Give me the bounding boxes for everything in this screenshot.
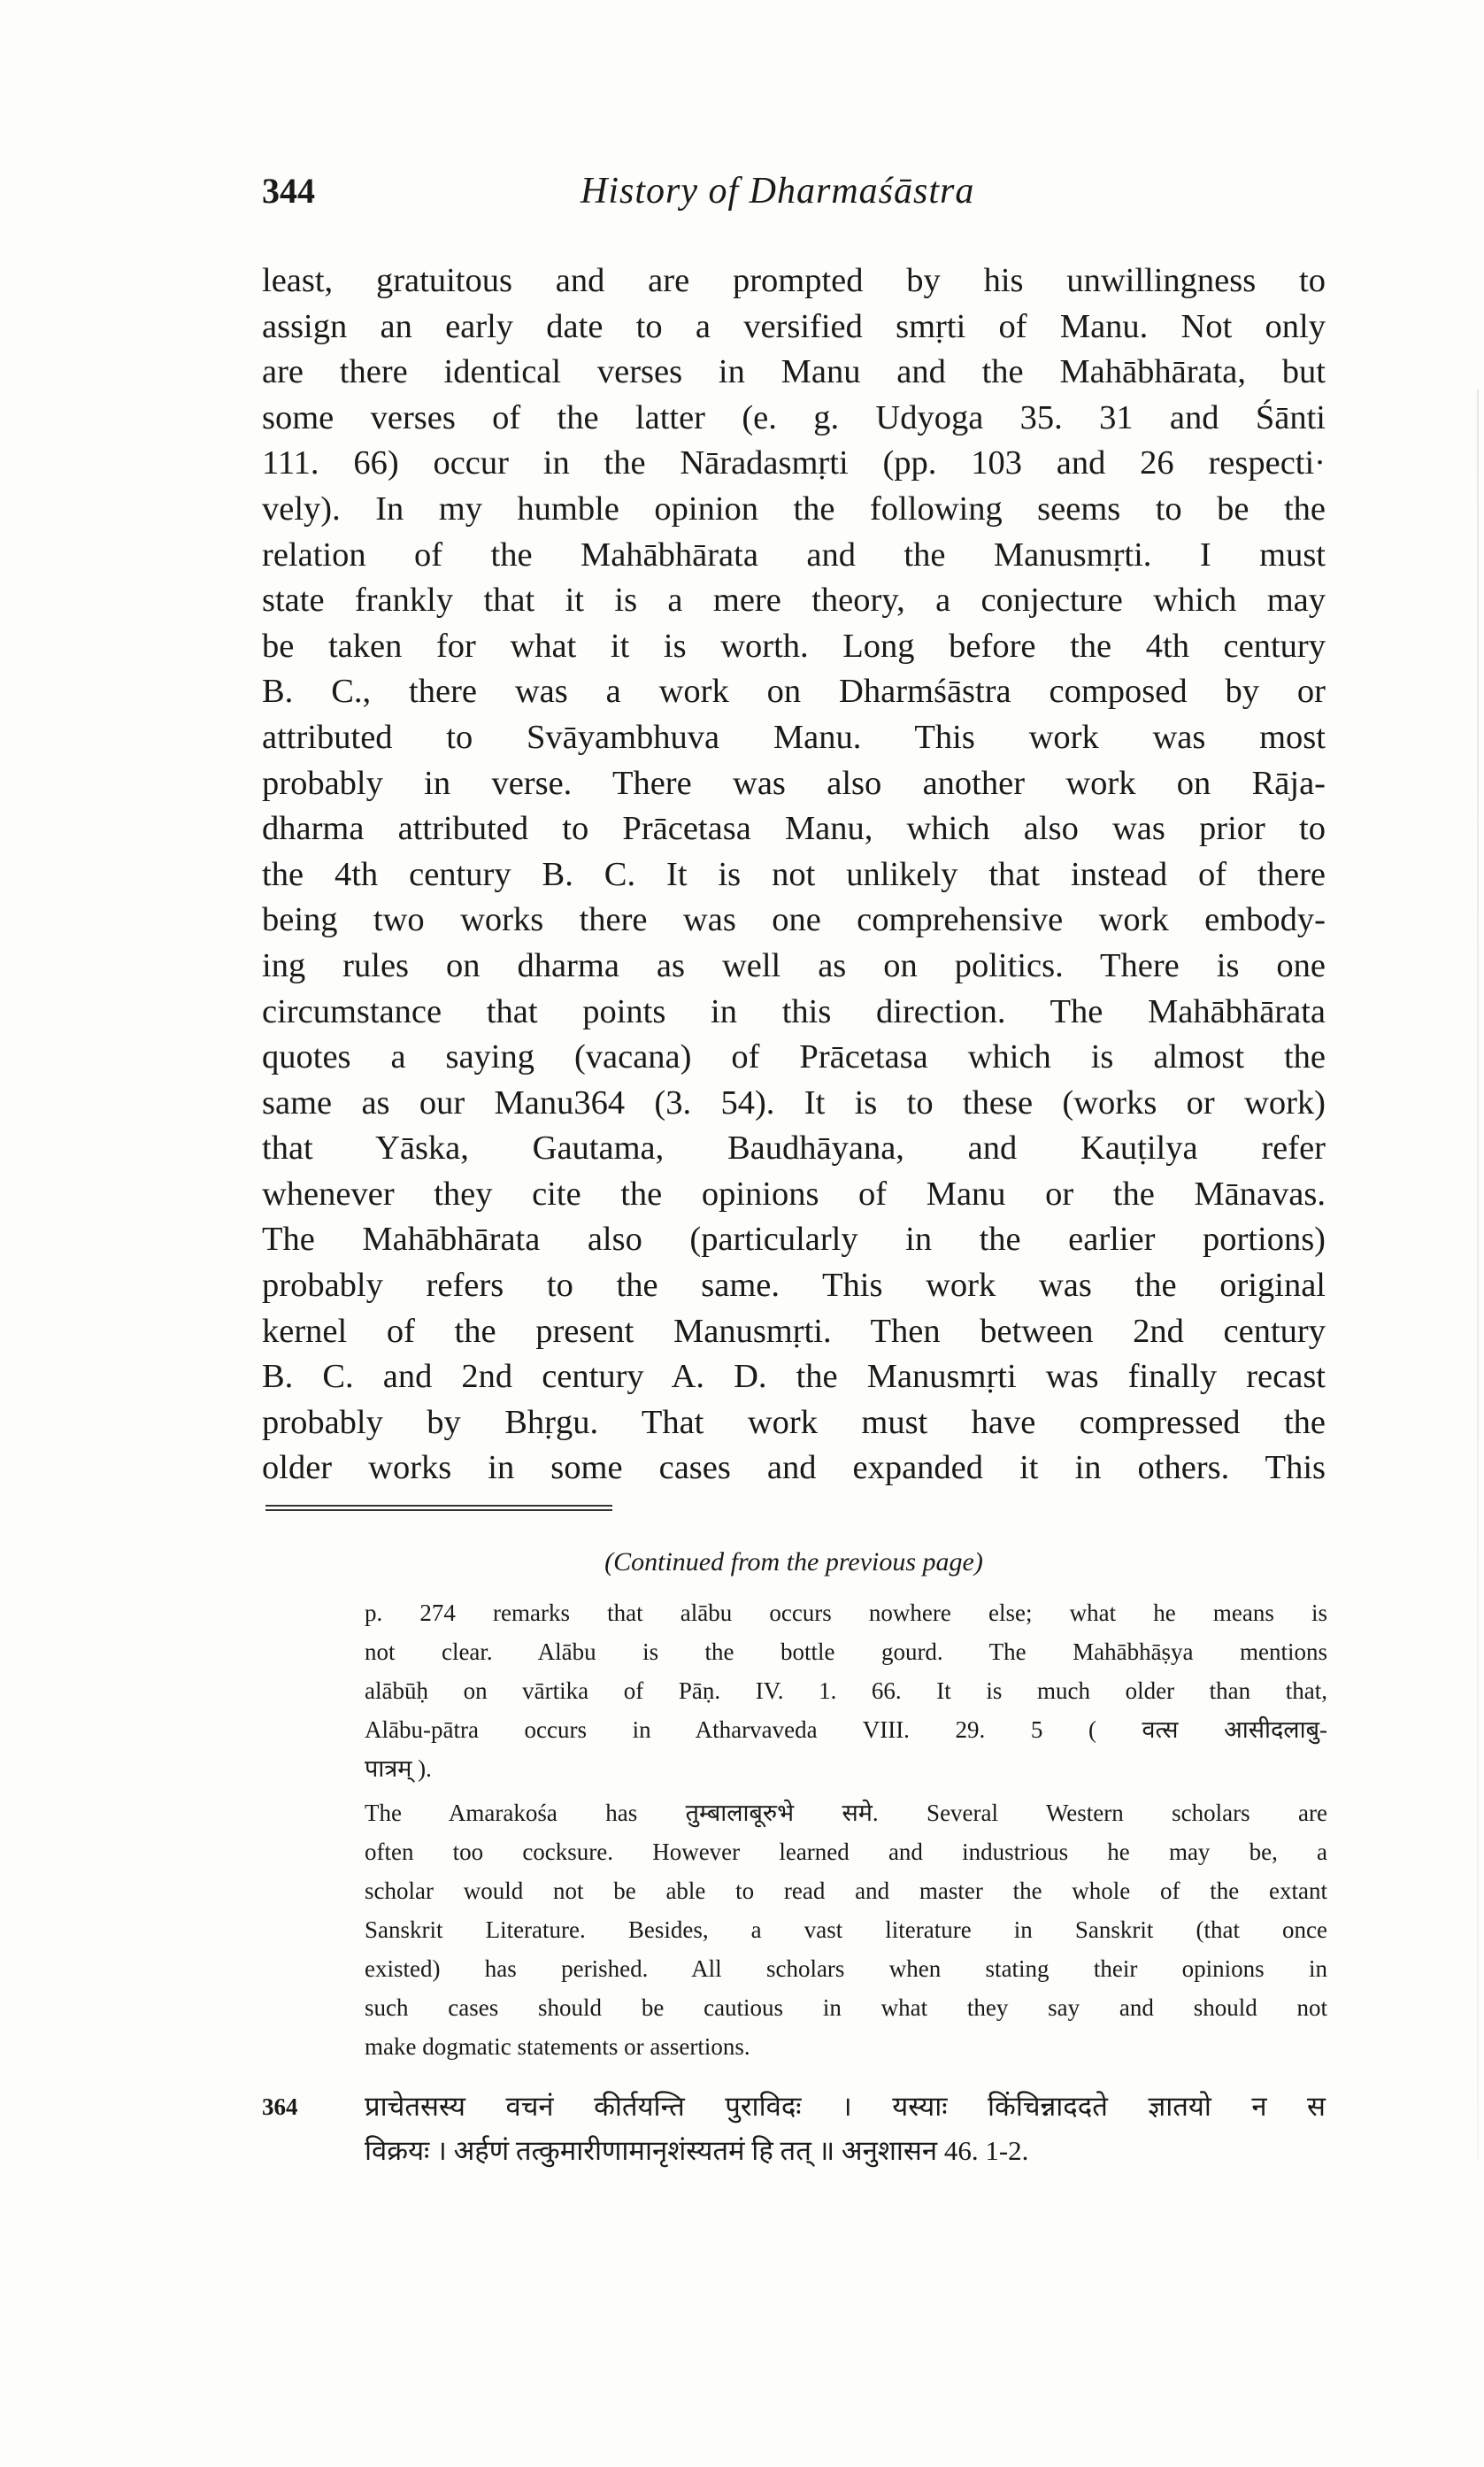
text-line: probably by Bhṛgu. That work must have compressed the — [262, 1403, 1326, 1441]
text-line: the 4th century B. C. It is not unlikely that instead of there — [262, 855, 1326, 893]
running-title: History of Dharmaśāstra — [581, 171, 975, 212]
text-line: B. C. and 2nd century A. D. the Manusmṛti was finally recast — [262, 1358, 1326, 1396]
footnote-line: The Amarakośa has तुम्बालाबूरुभे समे. Several Western scholars are — [365, 1800, 1327, 1826]
text-line: kernel of the present Manusmṛti. Then between 2nd century — [262, 1312, 1326, 1350]
footnote-number: 364 — [262, 2093, 298, 2120]
text-line: B. C., there was a work on Dharmśāstra composed by or — [262, 673, 1326, 711]
main-text — [262, 258, 1326, 1492]
page-header — [262, 170, 1324, 223]
footnote-line: often too cocksure. However learned and industrious he may be, a — [365, 1839, 1327, 1865]
text-line: circumstance that points in this direction. The Mahābhārata — [262, 992, 1326, 1030]
footnote-line: Sanskrit Literature. Besides, a vast literature in Sanskrit (that once — [365, 1916, 1327, 1943]
footnote-paragraph — [365, 1793, 1327, 2066]
text-line: older works in some cases and expanded it in others. This — [262, 1449, 1326, 1487]
footnote-line: पात्रम् ). — [365, 1755, 432, 1782]
scan-edge-shadow — [1477, 389, 1479, 2160]
text-line: relation of the Mahābhārata and the Manusmṛti. I must — [262, 536, 1326, 574]
text-line: same as our Manu364 (3. 54). It is to these (works or work) — [262, 1083, 1326, 1122]
text-line: dharma attributed to Prācetasa Manu, which also was prior to — [262, 810, 1326, 848]
footnote-line: alābūḥ on vārtika of Pāṇ. IV. 1. 66. It is much older than that, — [365, 1677, 1327, 1704]
text-line: attributed to Svāyambhuva Manu. This work was most — [262, 718, 1326, 756]
text-line: vely). In my humble opinion the following seems to be the — [262, 490, 1326, 528]
text-line: least, gratuitous and are prompted by his unwillingness to — [262, 262, 1326, 299]
text-line: whenever they cite the opinions of Manu or the Mānavas. — [262, 1175, 1326, 1213]
text-line: being two works there was one comprehensive work embody- — [262, 901, 1326, 939]
text-line: quotes a saying (vacana) of Prācetasa which is almost the — [262, 1038, 1326, 1076]
footnote-sanskrit-text — [365, 2085, 1326, 2173]
text-line: The Mahābhārata also (particularly in the earlier portions) — [262, 1221, 1326, 1259]
text-line: some verses of the latter (e. g. Udyoga 35. 31 and Śānti — [262, 398, 1326, 436]
footnote-separator — [265, 1505, 612, 1511]
text-line: be taken for what it is worth. Long before the 4th century — [262, 627, 1326, 665]
footnote-line: प्राचेतसस्य वचनं कीर्तयन्ति पुराविदः । यस्याः किंचिन्नाददते ज्ञातयो न स — [365, 2091, 1326, 2122]
footnote-line: p. 274 remarks that alābu occurs nowhere else; what he means is — [365, 1600, 1327, 1626]
text-line: state frankly that it is a mere theory, a conjecture which may — [262, 582, 1326, 620]
text-line: are there identical verses in Manu and the Mahābhārata, but — [262, 353, 1326, 391]
footnote-line: scholar would not be able to read and master the whole of the extant — [365, 1877, 1327, 1904]
footnote-paragraph — [365, 1593, 1327, 1788]
footnote-line: existed) has perished. All scholars when stating their opinions in — [365, 1955, 1327, 1982]
footnote-line: Alābu-pātra occurs in Atharvaveda VIII. 29. 5 ( वत्स आसीदलाबु- — [365, 1716, 1327, 1743]
text-line: assign an early date to a versified smṛti of Manu. Not only — [262, 307, 1326, 345]
text-line: probably refers to the same. This work was the original — [262, 1267, 1326, 1305]
text-line: 111. 66) occur in the Nāradasmṛti (pp. 103 and 26 respecti· — [262, 444, 1326, 482]
continued-note: (Continued from the previous page) — [604, 1547, 983, 1577]
footnote-line: not clear. Alābu is the bottle gourd. The Mahābhāṣya mentions — [365, 1638, 1327, 1665]
footnote-line: make dogmatic statements or assertions. — [365, 2033, 750, 2060]
footnotes — [365, 1593, 1327, 2071]
footnote-line: विक्रयः । अर्हणं तत्कुमारीणामानृशंस्यतमं हि तत् ॥ अनुशासन 46. 1-2. — [365, 2135, 1029, 2166]
text-line: ing rules on dharma as well as on politics. There is one — [262, 946, 1326, 984]
footnote-line: such cases should be cautious in what they say and should not — [365, 1994, 1327, 2021]
text-line: that Yāska, Gautama, Baudhāyana, and Kauṭilya refer — [262, 1129, 1326, 1168]
text-line: probably in verse. There was also another work on Rāja- — [262, 764, 1326, 802]
page-number: 344 — [262, 171, 315, 211]
